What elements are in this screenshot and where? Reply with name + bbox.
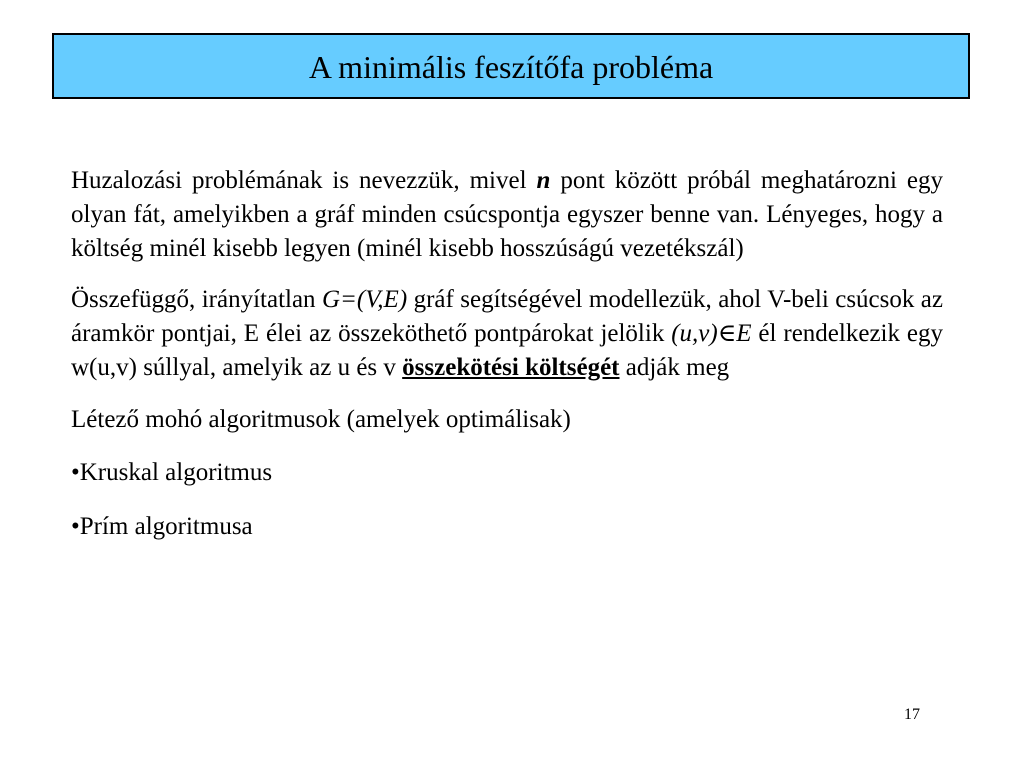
paragraph-wiring-problem — [71, 164, 943, 265]
bullet-kruskal: •Kruskal algoritmus — [71, 459, 273, 487]
paragraph1-text-a: Huzalozási problémának is nevezzük, mivel — [71, 167, 537, 194]
slide-title-box — [52, 33, 970, 99]
edge-notation: (u,v)∈E — [671, 320, 752, 347]
paragraph-greedy-algorithms: Létező mohó algoritmusok (amelyek optimálisak) — [71, 405, 571, 433]
graph-notation: G=(V,E) — [322, 286, 408, 314]
paragraph2-text-c: él rendelkezik egy w(u,v) súllyal, amelyik az u és v — [71, 320, 943, 381]
variable-n: n — [536, 167, 551, 194]
paragraph-graph-model — [71, 283, 943, 384]
paragraph2-text-d: adják meg — [619, 353, 730, 381]
paragraph2-text-b: gráf segítségével modellezük, ahol V-beli csúcsok az áramkör pontjai, E élei az összeköthető pontpárokat jelölik — [71, 286, 944, 347]
slide-body — [71, 164, 943, 564]
bullet-prim: •Prím algoritmusa — [71, 513, 253, 540]
page-number: 17 — [904, 706, 920, 723]
paragraph1-text-b: pont között próbál meghatározni egy olyan fát, amelyikben a gráf minden csúcspontja egyszer benne van. Lényeges, hogy a költség minél kisebb legyen (minél kisebb hosszúságú vezetékszál) — [71, 167, 943, 262]
paragraph2-text-a: Összefüggő, irányítatlan — [71, 286, 322, 314]
slide-title: A minimális feszítőfa probléma — [308, 49, 714, 85]
connection-cost-emphasis: összekötési költségét — [402, 353, 620, 381]
